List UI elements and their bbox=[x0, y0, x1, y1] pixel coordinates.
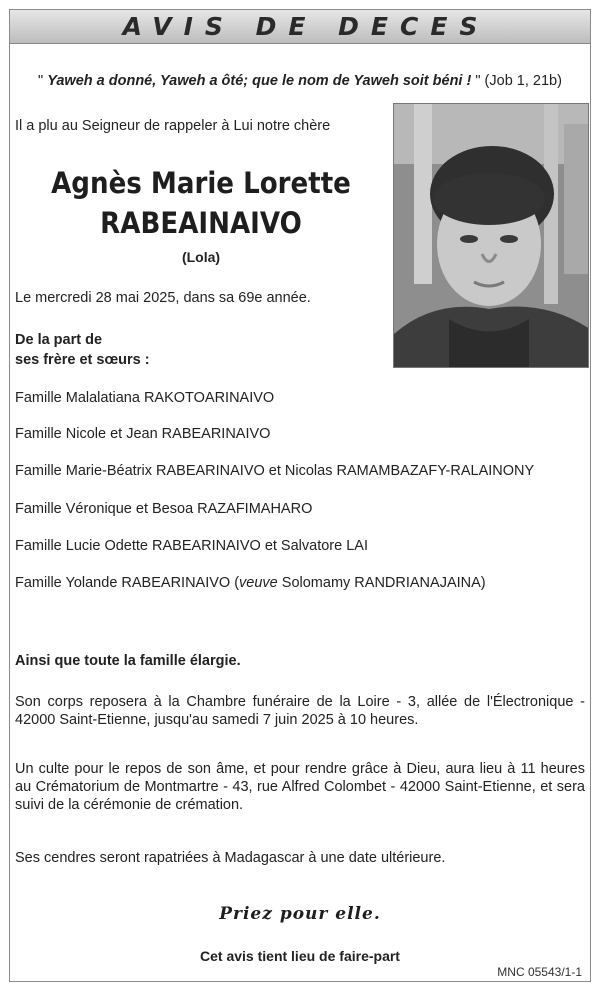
deceased-first-names: Agnès Marie Lorette bbox=[51, 166, 351, 200]
from-line-2: ses frère et sœurs : bbox=[15, 352, 150, 368]
banner-title: AVIS DE DECES bbox=[122, 12, 490, 41]
deceased-surname: RABEAINAIVO bbox=[100, 206, 302, 240]
quote-text: Yaweh a donné, Yaweh a ôté; que le nom de Yaweh soit béni ! bbox=[47, 73, 472, 89]
family-6-prefix: Famille Yolande RABEARINAIVO ( bbox=[15, 575, 240, 591]
faire-part-note: Cet avis tient lieu de faire-part bbox=[200, 948, 400, 964]
deceased-name-block bbox=[20, 163, 382, 265]
intro-text: Il a plu au Seigneur de rappeler à Lui notre chère bbox=[15, 118, 331, 134]
deceased-nickname: (Lola) bbox=[181, 249, 221, 265]
obituary-notice bbox=[9, 9, 591, 982]
bible-quote: " Yaweh a donné, Yaweh a ôté; que le nom de Yaweh soit béni ! " (Job 1, 21b) bbox=[38, 73, 562, 89]
paragraph-ceremony: Un culte pour le repos de son âme, et pour rendre grâce à Dieu, aura lieu à 11 heures au Crématorium de Montmartre - 43, rue Alfred Colombet - 42000 Saint-Etienne, et sera suivi de la cérémonie de crémation. bbox=[15, 761, 585, 813]
family-1: Famille Malalatiana RAKOTOARINAIVO bbox=[15, 390, 275, 406]
quote-reference: (Job 1, 21b) bbox=[484, 73, 562, 89]
family-5: Famille Lucie Odette RABEARINAIVO et Salvatore LAI bbox=[15, 538, 368, 554]
death-date: Le mercredi 28 mai 2025, dans sa 69e année. bbox=[15, 290, 311, 306]
paragraph-funeral-home: Son corps reposera à la Chambre funéraire de la Loire - 3, allée de l'Électronique - 42000 Saint-Etienne, jusqu'au samedi 7 juin 2025 à 10 heures. bbox=[15, 694, 585, 728]
portrait-image bbox=[394, 104, 589, 368]
header-banner bbox=[10, 10, 590, 44]
prayer-line: Priez pour elle. bbox=[219, 904, 381, 924]
family-6-suffix: Solomamy RANDRIANAJAINA) bbox=[277, 575, 486, 591]
family-3: Famille Marie-Béatrix RABEARINAIVO et Nicolas RAMAMBAZAFY-RALAINONY bbox=[15, 463, 535, 479]
reference-code: MNC 05543/1-1 bbox=[497, 965, 582, 979]
family-2: Famille Nicole et Jean RABEARINAIVO bbox=[15, 426, 271, 442]
family-4: Famille Véronique et Besoa RAZAFIMAHARO bbox=[15, 501, 313, 517]
portrait-photo bbox=[393, 103, 589, 368]
family-6-veuve: veuve bbox=[239, 575, 278, 591]
from-line-1: De la part de bbox=[15, 332, 103, 348]
extended-family: Ainsi que toute la famille élargie. bbox=[15, 653, 241, 669]
family-6 bbox=[15, 574, 486, 592]
paragraph-ashes: Ses cendres seront rapatriées à Madagascar à une date ultérieure. bbox=[15, 850, 446, 866]
